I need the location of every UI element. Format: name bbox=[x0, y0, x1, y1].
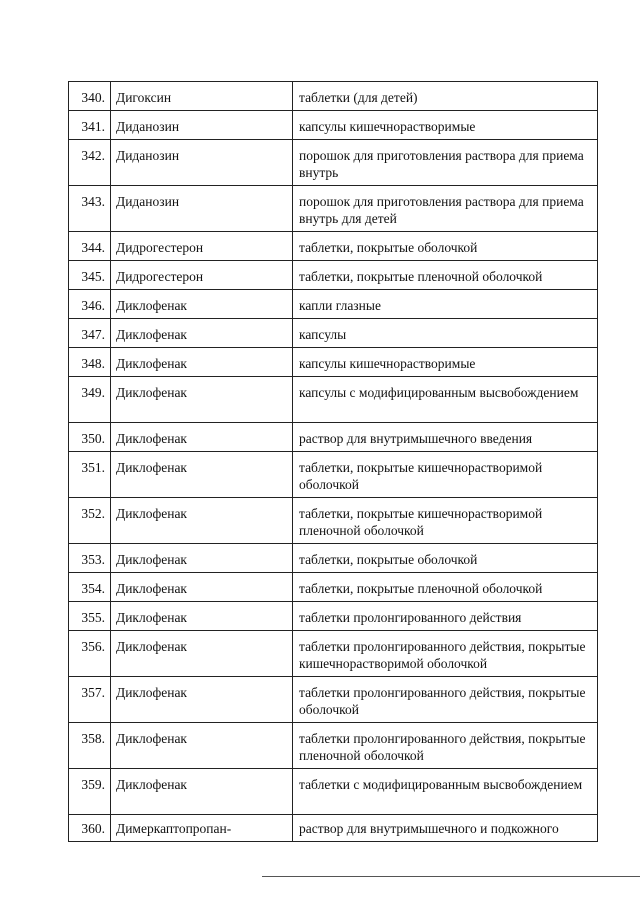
drug-table bbox=[68, 81, 598, 842]
drug-name: Диклофенак bbox=[111, 544, 293, 573]
dosage-form: таблетки пролонгированного действия bbox=[293, 602, 598, 631]
dosage-form: таблетки с модифицированным высвобождением bbox=[293, 769, 598, 815]
table-row bbox=[69, 232, 598, 261]
drug-name: Диданозин bbox=[111, 186, 293, 232]
dosage-form: таблетки (для детей) bbox=[293, 82, 598, 111]
dosage-form: таблетки, покрытые пленочной оболочкой bbox=[293, 261, 598, 290]
drug-name: Диклофенак bbox=[111, 498, 293, 544]
dosage-form: таблетки, покрытые оболочкой bbox=[293, 544, 598, 573]
table-row bbox=[69, 815, 598, 842]
dosage-form: порошок для приготовления раствора для приема внутрь bbox=[293, 140, 598, 186]
dosage-form: таблетки, покрытые пленочной оболочкой bbox=[293, 573, 598, 602]
drug-name: Диклофенак bbox=[111, 348, 293, 377]
drug-name: Диклофенак bbox=[111, 573, 293, 602]
row-number: 341. bbox=[69, 111, 111, 140]
row-number: 342. bbox=[69, 140, 111, 186]
row-number: 356. bbox=[69, 631, 111, 677]
drug-name: Диклофенак bbox=[111, 631, 293, 677]
row-number: 344. bbox=[69, 232, 111, 261]
row-number: 346. bbox=[69, 290, 111, 319]
drug-name: Диклофенак bbox=[111, 423, 293, 452]
dosage-form: капсулы кишечнорастворимые bbox=[293, 348, 598, 377]
drug-name: Диклофенак bbox=[111, 377, 293, 423]
row-number: 351. bbox=[69, 452, 111, 498]
dosage-form: таблетки, покрытые оболочкой bbox=[293, 232, 598, 261]
table-row bbox=[69, 573, 598, 602]
dosage-form: капсулы кишечнорастворимые bbox=[293, 111, 598, 140]
row-number: 359. bbox=[69, 769, 111, 815]
row-number: 353. bbox=[69, 544, 111, 573]
row-number: 355. bbox=[69, 602, 111, 631]
table-row bbox=[69, 769, 598, 815]
dosage-form: капсулы с модифицированным высвобождением bbox=[293, 377, 598, 423]
table-row bbox=[69, 544, 598, 573]
dosage-form: капли глазные bbox=[293, 290, 598, 319]
drug-name: Дигоксин bbox=[111, 82, 293, 111]
row-number: 348. bbox=[69, 348, 111, 377]
table-row bbox=[69, 140, 598, 186]
row-number: 340. bbox=[69, 82, 111, 111]
row-number: 347. bbox=[69, 319, 111, 348]
table-row bbox=[69, 377, 598, 423]
table-row bbox=[69, 319, 598, 348]
dosage-form: порошок для приготовления раствора для приема внутрь для детей bbox=[293, 186, 598, 232]
row-number: 350. bbox=[69, 423, 111, 452]
table-row bbox=[69, 423, 598, 452]
row-number: 349. bbox=[69, 377, 111, 423]
drug-name: Димеркаптопропан- bbox=[111, 815, 293, 842]
drug-name: Диклофенак bbox=[111, 452, 293, 498]
drug-name: Дидрогестерон bbox=[111, 232, 293, 261]
dosage-form: таблетки, покрытые кишечнорастворимой пленочной оболочкой bbox=[293, 498, 598, 544]
table-row bbox=[69, 723, 598, 769]
row-number: 352. bbox=[69, 498, 111, 544]
drug-name: Дидрогестерон bbox=[111, 261, 293, 290]
table-row bbox=[69, 261, 598, 290]
dosage-form: раствор для внутримышечного и подкожного bbox=[293, 815, 598, 842]
row-number: 360. bbox=[69, 815, 111, 842]
row-number: 357. bbox=[69, 677, 111, 723]
dosage-form: таблетки, покрытые кишечнорастворимой оболочкой bbox=[293, 452, 598, 498]
dosage-form: таблетки пролонгированного действия, покрытые пленочной оболочкой bbox=[293, 723, 598, 769]
drug-name: Диклофенак bbox=[111, 769, 293, 815]
drug-name: Диклофенак bbox=[111, 319, 293, 348]
dosage-form: раствор для внутримышечного введения bbox=[293, 423, 598, 452]
dosage-form: таблетки пролонгированного действия, покрытые оболочкой bbox=[293, 677, 598, 723]
table-row bbox=[69, 82, 598, 111]
row-number: 343. bbox=[69, 186, 111, 232]
table-row bbox=[69, 602, 598, 631]
row-number: 358. bbox=[69, 723, 111, 769]
drug-name: Диданозин bbox=[111, 111, 293, 140]
table-row bbox=[69, 452, 598, 498]
drug-name: Диданозин bbox=[111, 140, 293, 186]
table-row bbox=[69, 348, 598, 377]
footer-divider bbox=[262, 876, 640, 877]
dosage-form: капсулы bbox=[293, 319, 598, 348]
drug-name: Диклофенак bbox=[111, 602, 293, 631]
drug-name: Диклофенак bbox=[111, 677, 293, 723]
drug-name: Диклофенак bbox=[111, 290, 293, 319]
table-row bbox=[69, 631, 598, 677]
table-row bbox=[69, 677, 598, 723]
table-row bbox=[69, 111, 598, 140]
table-row bbox=[69, 498, 598, 544]
drug-name: Диклофенак bbox=[111, 723, 293, 769]
row-number: 354. bbox=[69, 573, 111, 602]
table-row bbox=[69, 290, 598, 319]
table-row bbox=[69, 186, 598, 232]
row-number: 345. bbox=[69, 261, 111, 290]
dosage-form: таблетки пролонгированного действия, покрытые кишечнорастворимой оболочкой bbox=[293, 631, 598, 677]
